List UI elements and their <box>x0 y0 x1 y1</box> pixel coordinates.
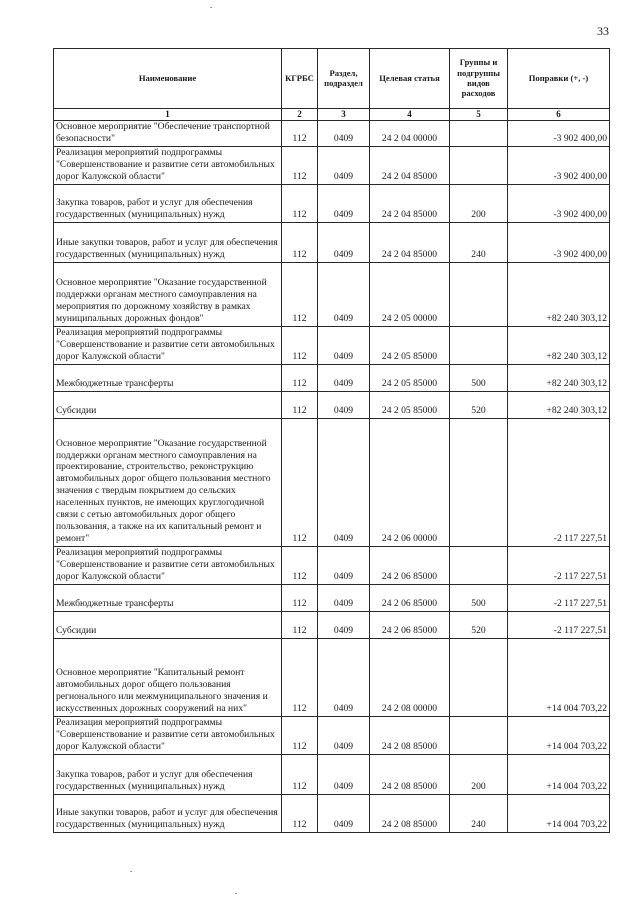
scan-speck <box>210 7 212 8</box>
header-target-article: Целевая статья <box>370 49 450 109</box>
row-section: 0409 <box>318 611 370 638</box>
row-target: 24 2 04 00000 <box>370 121 450 147</box>
row-name: Основное мероприятие "Обеспечение транспортной безопасности" <box>54 121 282 147</box>
row-amount: +14 004 703,22 <box>508 716 610 754</box>
row-kgrbs: 112 <box>282 222 318 262</box>
row-target: 24 2 04 85000 <box>370 184 450 222</box>
row-amount: +82 240 303,12 <box>508 326 610 364</box>
row-name: Иные закупки товаров, работ и услуг для обеспечения государственных (муниципальных) нужд <box>54 222 282 262</box>
row-amount: -3 902 400,00 <box>508 121 610 147</box>
row-section: 0409 <box>318 326 370 364</box>
row-kgrbs: 112 <box>282 418 318 546</box>
table-row <box>54 611 610 638</box>
row-kgrbs: 112 <box>282 794 318 832</box>
column-number-row <box>54 109 610 121</box>
row-kgrbs: 112 <box>282 611 318 638</box>
table-body <box>54 121 610 833</box>
row-target: 24 2 04 85000 <box>370 222 450 262</box>
row-section: 0409 <box>318 121 370 147</box>
row-group <box>450 146 508 184</box>
row-section: 0409 <box>318 716 370 754</box>
row-name: Закупка товаров, работ и услуг для обеспечения государственных (муниципальных) нужд <box>54 754 282 794</box>
row-name: Субсидии <box>54 611 282 638</box>
row-target: 24 2 06 85000 <box>370 611 450 638</box>
row-group: 500 <box>450 584 508 611</box>
row-target: 24 2 08 00000 <box>370 638 450 716</box>
table-row <box>54 391 610 418</box>
table-row <box>54 794 610 832</box>
row-kgrbs: 112 <box>282 391 318 418</box>
scan-speck <box>130 871 132 872</box>
row-target: 24 2 05 85000 <box>370 326 450 364</box>
row-target: 24 2 05 00000 <box>370 262 450 326</box>
row-section: 0409 <box>318 638 370 716</box>
table-row <box>54 418 610 546</box>
row-kgrbs: 112 <box>282 754 318 794</box>
column-number: 6 <box>508 109 610 121</box>
row-group: 200 <box>450 184 508 222</box>
column-number: 2 <box>282 109 318 121</box>
header-amendments: Поправки (+, -) <box>508 49 610 109</box>
row-amount: -2 117 227,51 <box>508 611 610 638</box>
row-amount: -3 902 400,00 <box>508 146 610 184</box>
row-group <box>450 716 508 754</box>
row-kgrbs: 112 <box>282 262 318 326</box>
table-row <box>54 262 610 326</box>
row-amount: -2 117 227,51 <box>508 546 610 584</box>
header-kgrbs: КГРБС <box>282 49 318 109</box>
row-section: 0409 <box>318 146 370 184</box>
row-target: 24 2 05 85000 <box>370 364 450 391</box>
row-name: Иные закупки товаров, работ и услуг для обеспечения государственных (муниципальных) нужд <box>54 794 282 832</box>
row-name: Реализация мероприятий подпрограммы "Совершенствование и развитие сети автомобильных дорог Калужской области" <box>54 146 282 184</box>
row-group: 520 <box>450 611 508 638</box>
row-section: 0409 <box>318 584 370 611</box>
row-name: Реализация мероприятий подпрограммы "Совершенствование и развитие сети автомобильных дорог Калужской области" <box>54 716 282 754</box>
row-amount: +82 240 303,12 <box>508 364 610 391</box>
row-section: 0409 <box>318 794 370 832</box>
row-amount: +14 004 703,22 <box>508 754 610 794</box>
row-section: 0409 <box>318 754 370 794</box>
row-target: 24 2 08 85000 <box>370 754 450 794</box>
row-section: 0409 <box>318 546 370 584</box>
row-kgrbs: 112 <box>282 584 318 611</box>
row-name: Основное мероприятие "Капитальный ремонт автомобильных дорог общего пользования регионального или межмуниципального значения и искусственных дорожных сооружений на них" <box>54 638 282 716</box>
row-target: 24 2 06 85000 <box>370 584 450 611</box>
row-kgrbs: 112 <box>282 638 318 716</box>
column-number: 5 <box>450 109 508 121</box>
row-amount: +14 004 703,22 <box>508 794 610 832</box>
table-row <box>54 638 610 716</box>
table-header <box>54 49 610 121</box>
table-row <box>54 146 610 184</box>
row-name: Реализация мероприятий подпрограммы "Совершенствование и развитие сети автомобильных дорог Калужской области" <box>54 326 282 364</box>
row-amount: +82 240 303,12 <box>508 262 610 326</box>
row-name: Основное мероприятие "Оказание государственной поддержки органам местного самоуправления на проектирование, строительство, реконструкцию автомобильных дорог общего пользования местного значения с твердым покрытием до сельских населенных пунктов, не имеющих круглогодичной связи с сетью автомобильных дорог общего пользования, а также на их капитальный ремонт и ремонт" <box>54 418 282 546</box>
row-section: 0409 <box>318 391 370 418</box>
row-section: 0409 <box>318 364 370 391</box>
table-row <box>54 222 610 262</box>
row-group <box>450 121 508 147</box>
row-name: Межбюджетные трансферты <box>54 364 282 391</box>
column-number: 1 <box>54 109 282 121</box>
table-row <box>54 546 610 584</box>
row-target: 24 2 06 85000 <box>370 546 450 584</box>
row-kgrbs: 112 <box>282 716 318 754</box>
row-group: 240 <box>450 794 508 832</box>
table-row <box>54 716 610 754</box>
row-kgrbs: 112 <box>282 146 318 184</box>
table-row <box>54 364 610 391</box>
row-section: 0409 <box>318 222 370 262</box>
header-name: Наименование <box>54 49 282 109</box>
row-name: Закупка товаров, работ и услуг для обеспечения государственных (муниципальных) нужд <box>54 184 282 222</box>
row-target: 24 2 08 85000 <box>370 794 450 832</box>
row-kgrbs: 112 <box>282 121 318 147</box>
row-kgrbs: 112 <box>282 184 318 222</box>
row-amount: +14 004 703,22 <box>508 638 610 716</box>
column-number: 4 <box>370 109 450 121</box>
scan-speck <box>235 893 237 894</box>
row-group: 200 <box>450 754 508 794</box>
header-expense-groups: Группы и подгруппы видов расходов <box>450 49 508 109</box>
row-amount: +82 240 303,12 <box>508 391 610 418</box>
row-amount: -2 117 227,51 <box>508 584 610 611</box>
table-row <box>54 121 610 147</box>
row-group <box>450 262 508 326</box>
row-section: 0409 <box>318 262 370 326</box>
row-name: Реализация мероприятий подпрограммы "Совершенствование и развитие сети автомобильных дорог Калужской области" <box>54 546 282 584</box>
table-row <box>54 326 610 364</box>
row-target: 24 2 06 00000 <box>370 418 450 546</box>
row-amount: -3 902 400,00 <box>508 222 610 262</box>
row-kgrbs: 112 <box>282 546 318 584</box>
table-row <box>54 584 610 611</box>
row-target: 24 2 08 85000 <box>370 716 450 754</box>
table-row <box>54 184 610 222</box>
row-amount: -3 902 400,00 <box>508 184 610 222</box>
column-number: 3 <box>318 109 370 121</box>
budget-table <box>53 48 610 833</box>
row-target: 24 2 04 85000 <box>370 146 450 184</box>
row-group <box>450 638 508 716</box>
row-group <box>450 326 508 364</box>
row-name: Межбюджетные трансферты <box>54 584 282 611</box>
row-kgrbs: 112 <box>282 326 318 364</box>
row-group: 520 <box>450 391 508 418</box>
row-group <box>450 546 508 584</box>
row-amount: -2 117 227,51 <box>508 418 610 546</box>
row-section: 0409 <box>318 418 370 546</box>
header-section: Раздел, подраздел <box>318 49 370 109</box>
row-target: 24 2 05 85000 <box>370 391 450 418</box>
table-row <box>54 754 610 794</box>
row-group <box>450 418 508 546</box>
row-section: 0409 <box>318 184 370 222</box>
row-name: Основное мероприятие "Оказание государственной поддержки органам местного самоуправления на мероприятия по дорожному хозяйству в рамках муниципальных дорожных фондов" <box>54 262 282 326</box>
row-kgrbs: 112 <box>282 364 318 391</box>
page-number: 33 <box>597 24 609 38</box>
row-group: 240 <box>450 222 508 262</box>
row-name: Субсидии <box>54 391 282 418</box>
row-group: 500 <box>450 364 508 391</box>
